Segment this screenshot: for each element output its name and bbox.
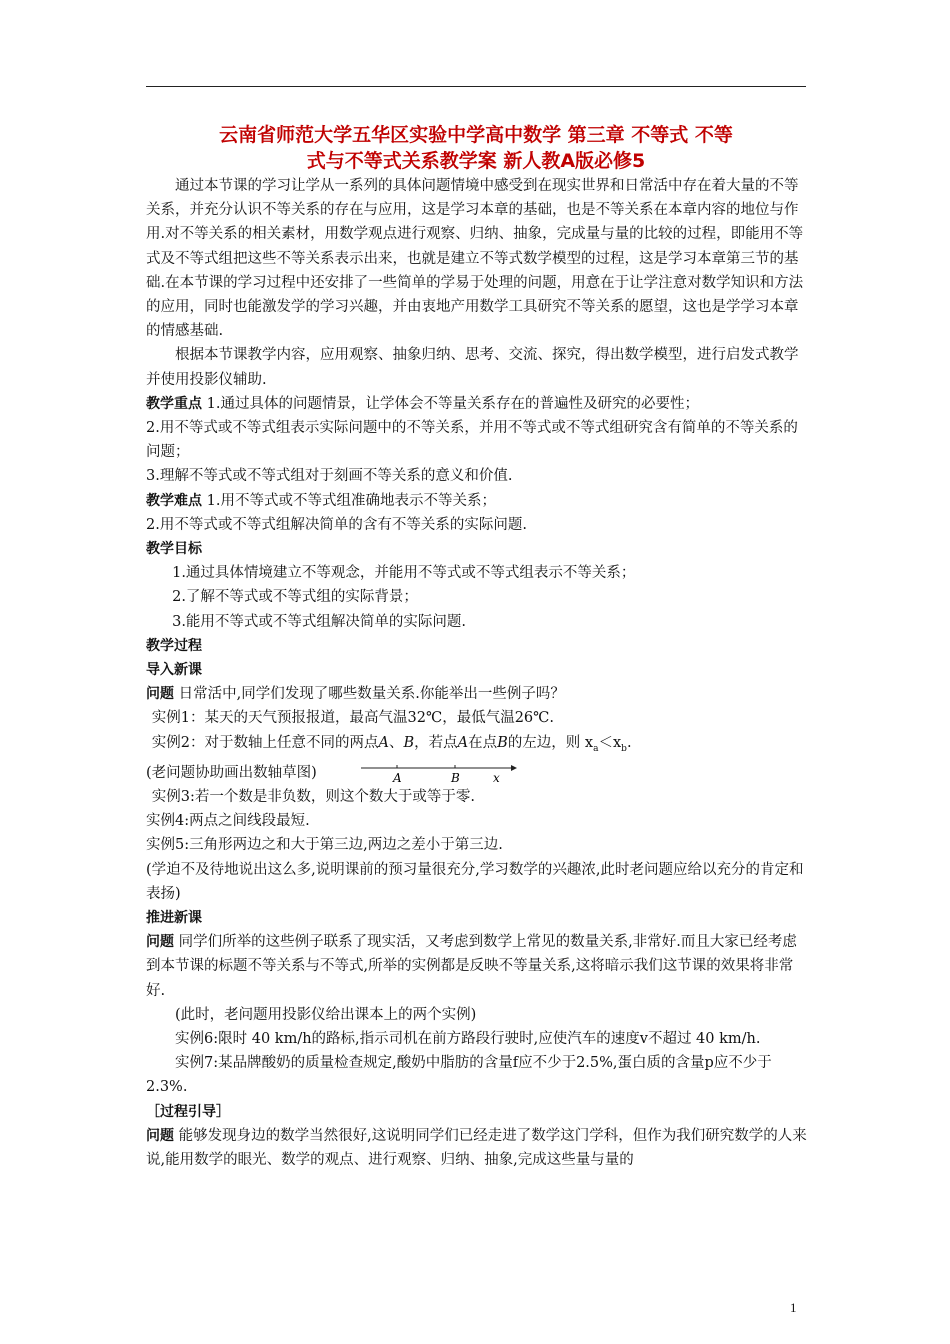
example-2 [146,731,810,761]
key-point-3: 3.理解不等式或不等式组对于刻画不等关系的意义和价值. [146,468,513,485]
question-1-text: 日常活中,同学们发现了哪些数量关系.你能举出一些例子吗？ [178,686,565,703]
page-title [146,122,806,174]
example-2-part-a: 实例2：对于数轴上任意不同的两点 [151,734,379,751]
advance-heading: 推进新课 [146,909,202,926]
subscript-a: a [593,743,599,754]
title-line-1: 云南省师范大学五华区实验中学高中数学 第三章 不等式 不等 [219,124,733,146]
difficulty-label: 教学难点 [146,492,202,509]
difficulty-1-text: 1.用不等式或不等式组准确地表示不等关系； [206,492,496,509]
question-3-label: 问题 [146,1127,174,1144]
point-a-label-2: A [457,734,469,751]
point-b-label-2: B [497,734,508,751]
example-2-note: (老问题协助画出数轴草图) [146,764,317,781]
guide-heading: ［过程引导］ [146,1103,230,1120]
process-heading: 教学过程 [146,637,202,654]
example-2-end: . [626,734,632,751]
header-rule [146,86,806,87]
number-line-svg [361,762,521,784]
difficulty-2: 2.用不等式或不等式组解决简单的含有不等关系的实际问题. [146,516,527,533]
example-1: 实例1：某天的天气预报报道，最高气温32℃，最低气温26℃. [151,710,554,727]
question-1-label: 问题 [146,686,174,703]
goal-2: 2.了解不等式或不等式组的实际背景； [172,589,418,606]
question-2-note: (此时，老问题用投影仪给出课本上的两个实例) [175,1006,477,1023]
key-point-1-text: 1.通过具体的问题情景，让学体会不等量关系存在的普遍性及研究的必要性； [206,395,699,412]
point-a-label: A [378,734,390,751]
example-7: 实例7:某品牌酸奶的质量检查规定,酸奶中脂肪的含量f应不少于2.5%,蛋白质的含量p应不少于2.3%. [146,1055,772,1096]
example-3: 实例3:若一个数是非负数，则这个数大于或等于零. [151,788,476,805]
example-2-part-c: 在点 [468,734,498,751]
example-2-part-d: 的左边，则 x [507,734,594,751]
axis-label-x: x [492,770,500,784]
point-b-label: B [403,734,415,751]
example-4: 实例4:两点之间线段最短. [146,813,310,830]
question-2 [146,930,810,1003]
example-5: 实例5:三角形两边之和大于第三边,两边之差小于第三边. [146,837,503,854]
intro-paragraph-1: 通过本节课的学习让学从一系列的具体问题情境中感受到在现实世界和日常活中存在着大量的不等关系，并充分认识不等关系的存在与应用，这是学习本章的基础，也是不等关系在本章内容的地位与作用.对不等关系的相关素材，用数学观点进行观察、归纳、抽象，完成量与量的比较的过程，即能用不等式及不等式组把这些不等关系表示出来，也就是建立不等式数学模型的过程，这是学习本章第三节的基础.在本节课的学习过程中还安排了一些简单的学易于处理的问题，用意在于让学注意对数学知识和方法的应用，同时也能激发学的学习兴趣，并由衷地产用数学工具研究不等关系的愿望，这也是学学习本章的情感基础. [146,178,804,340]
axis-label-a: A [392,770,402,784]
example-2-part-b: ，若点 [414,734,458,751]
question-2-text: 同学们所举的这些例子联系了现实活，又考虑到数学上常见的数量关系,非常好.而且大家已经考虑到本节课的标题不等关系与不等式,所举的实例都是反映不等量关系,这将暗示我们这节课的效果将非常好. [146,934,797,999]
arrowhead-icon [511,765,517,771]
difficulty-1 [146,489,810,513]
question-3-text: 能够发现身边的数学当然很好,这说明同学们已经走进了数学这门学科，但作为我们研究数学的人来说,能用数学的眼光、数学的观点、进行观察、归纳、抽象,完成这些量与量的 [146,1127,807,1169]
number-line-figure [361,762,521,784]
example-2-note-line [146,761,810,785]
example-6: 实例6:限时 40 km/h的路标,指示司机在前方路段行驶时,应使汽车的速度v不超过 40 km/h. [175,1031,761,1047]
key-point-1 [146,392,810,416]
goal-3: 3.能用不等式或不等式组解决简单的实际问题. [172,613,467,630]
goal-1: 1.通过具体情境建立不等观念，并能用不等式或不等式组表示不等关系； [172,565,636,582]
page-number: 1 [790,1300,797,1315]
subscript-b: b [621,743,627,754]
examples-note: (学迫不及待地说出这么多,说明课前的预习量很充分,学习数学的兴趣浓,此时老问题应给以充分的肯定和表扬) [146,861,804,902]
example-2-less-than: ＜x [598,734,622,751]
question-1 [146,682,810,706]
intro-heading: 导入新课 [146,662,202,679]
document-body [146,174,810,1172]
question-2-label: 问题 [146,934,174,951]
intro-paragraph-2: 根据本节课教学内容，应用观察、抽象归纳、思考、交流、探究，得出数学模型，进行启发式教学并使用投影仪辅助. [146,347,799,388]
question-3 [146,1124,810,1172]
key-point-2: 2.用不等式或不等式组表示实际问题中的不等关系，并用不等式或不等式组研究含有简单的不等关系的问题； [146,420,798,461]
key-label: 教学重点 [146,395,202,412]
title-line-2: 式与不等式关系教学案 新人教A版必修5 [306,150,646,172]
example-2-separator: 、 [389,734,404,751]
goal-heading: 教学目标 [146,541,202,558]
axis-label-b: B [450,770,460,784]
